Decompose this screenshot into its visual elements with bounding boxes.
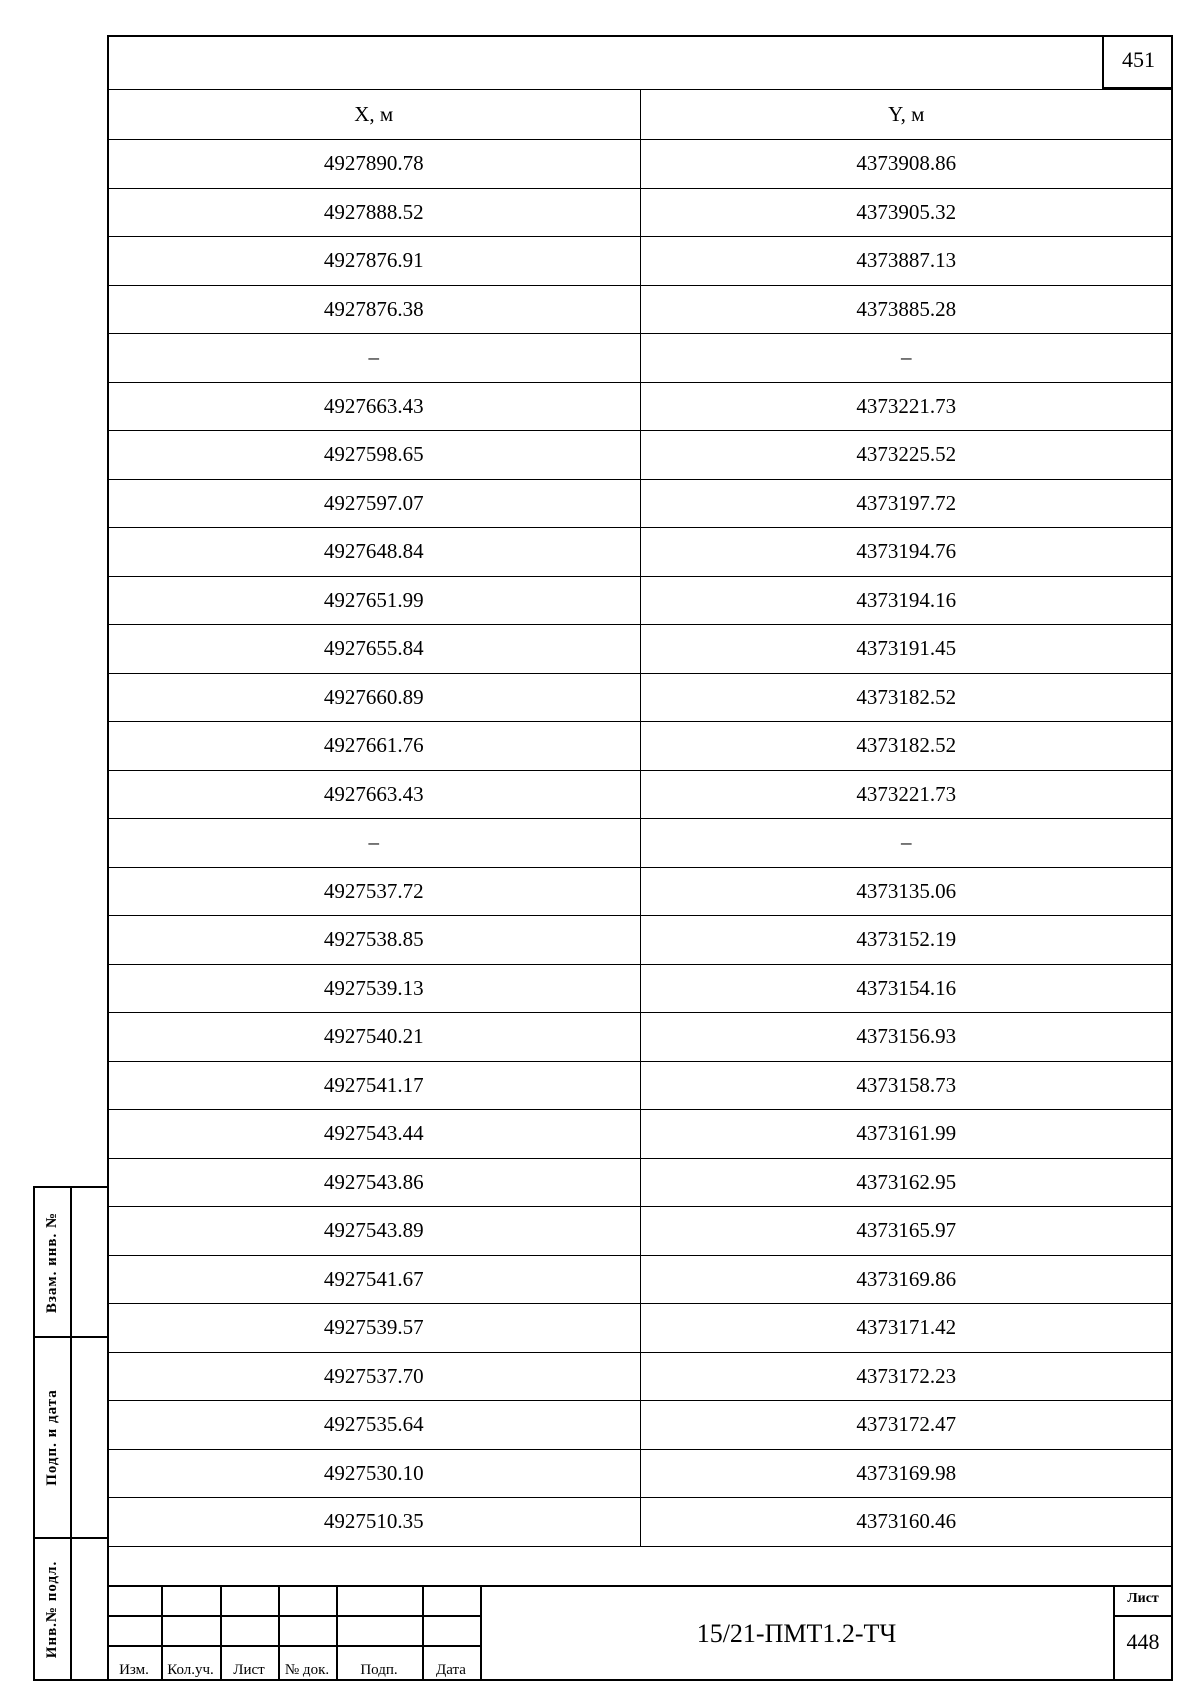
y-cell: 4373221.73 bbox=[640, 770, 1173, 819]
table-row bbox=[108, 1304, 1173, 1353]
x-cell: 4927655.84 bbox=[108, 625, 641, 674]
x-cell: 4927543.44 bbox=[108, 1110, 641, 1159]
x-cell: 4927660.89 bbox=[108, 673, 641, 722]
x-cell: 4927597.07 bbox=[108, 479, 641, 528]
x-cell: – bbox=[108, 819, 641, 868]
x-cell: 4927890.78 bbox=[108, 140, 641, 189]
col-no-dok: № док. bbox=[284, 1662, 330, 1678]
side-box-inv bbox=[33, 1537, 108, 1681]
table-row bbox=[108, 1255, 1173, 1304]
x-cell: 4927539.13 bbox=[108, 964, 641, 1013]
table-row bbox=[108, 722, 1173, 771]
x-cell: 4927598.65 bbox=[108, 431, 641, 480]
col-izm: Изм. bbox=[119, 1662, 149, 1678]
x-cell: 4927530.10 bbox=[108, 1449, 641, 1498]
table-row bbox=[108, 528, 1173, 577]
y-cell: 4373225.52 bbox=[640, 431, 1173, 480]
sheet-label: Лист bbox=[1127, 1591, 1159, 1606]
y-cell: 4373191.45 bbox=[640, 625, 1173, 674]
y-cell: 4373885.28 bbox=[640, 285, 1173, 334]
x-cell: 4927537.72 bbox=[108, 867, 641, 916]
side-box-podp bbox=[33, 1336, 108, 1539]
table-row bbox=[108, 237, 1173, 286]
y-cell: 4373194.16 bbox=[640, 576, 1173, 625]
table-row bbox=[108, 285, 1173, 334]
table-row bbox=[108, 382, 1173, 431]
table-row bbox=[108, 1449, 1173, 1498]
table-row bbox=[108, 1401, 1173, 1450]
sheet-number: 448 bbox=[1126, 1629, 1160, 1654]
y-cell: 4373169.86 bbox=[640, 1255, 1173, 1304]
y-cell: – bbox=[640, 819, 1173, 868]
table-row bbox=[108, 576, 1173, 625]
y-cell: 4373165.97 bbox=[640, 1207, 1173, 1256]
x-cell: 4927541.17 bbox=[108, 1061, 641, 1110]
y-cell: 4373171.42 bbox=[640, 1304, 1173, 1353]
table-row bbox=[108, 625, 1173, 674]
table-row bbox=[108, 1061, 1173, 1110]
table-row bbox=[108, 188, 1173, 237]
table-row bbox=[108, 867, 1173, 916]
x-cell: X, м bbox=[108, 90, 641, 140]
x-cell: 4927540.21 bbox=[108, 1013, 641, 1062]
table-row bbox=[108, 916, 1173, 965]
x-cell: 4927535.64 bbox=[108, 1401, 641, 1450]
y-cell: 4373197.72 bbox=[640, 479, 1173, 528]
table-row bbox=[108, 334, 1173, 383]
y-cell: 4373194.76 bbox=[640, 528, 1173, 577]
y-cell: 4373172.47 bbox=[640, 1401, 1173, 1450]
page-number: 451 bbox=[1102, 35, 1173, 89]
table-row bbox=[108, 431, 1173, 480]
y-cell: 4373908.86 bbox=[640, 140, 1173, 189]
x-cell: 4927876.91 bbox=[108, 237, 641, 286]
y-cell: 4373135.06 bbox=[640, 867, 1173, 916]
y-cell: 4373162.95 bbox=[640, 1158, 1173, 1207]
x-cell: 4927537.70 bbox=[108, 1352, 641, 1401]
y-cell: 4373905.32 bbox=[640, 188, 1173, 237]
y-cell: 4373152.19 bbox=[640, 916, 1173, 965]
table-row bbox=[108, 1498, 1173, 1547]
title-block bbox=[107, 1585, 1173, 1681]
x-cell: 4927663.43 bbox=[108, 382, 641, 431]
x-cell: 4927510.35 bbox=[108, 1498, 641, 1547]
y-cell: – bbox=[640, 334, 1173, 383]
side-label-inv: Инв.№ подл. bbox=[44, 1560, 61, 1658]
col-kol-uch: Кол.уч. bbox=[167, 1662, 214, 1678]
y-cell: 4373154.16 bbox=[640, 964, 1173, 1013]
table-row bbox=[108, 1207, 1173, 1256]
table-row bbox=[108, 1158, 1173, 1207]
y-cell: 4373182.52 bbox=[640, 722, 1173, 771]
table-row bbox=[108, 673, 1173, 722]
x-cell: 4927538.85 bbox=[108, 916, 641, 965]
col-data: Дата bbox=[436, 1662, 466, 1678]
y-cell: 4373182.52 bbox=[640, 673, 1173, 722]
table-row bbox=[108, 1013, 1173, 1062]
y-cell: 4373169.98 bbox=[640, 1449, 1173, 1498]
x-cell: 4927651.99 bbox=[108, 576, 641, 625]
document-code: 15/21-ПМТ1.2-ТЧ bbox=[696, 1618, 897, 1648]
col-podp: Подп. bbox=[360, 1662, 398, 1678]
y-cell: 4373160.46 bbox=[640, 1498, 1173, 1547]
y-cell: 4373172.23 bbox=[640, 1352, 1173, 1401]
side-box-vzam bbox=[33, 1186, 108, 1338]
x-cell: 4927876.38 bbox=[108, 285, 641, 334]
coordinates-table bbox=[107, 89, 1173, 1547]
x-cell: 4927663.43 bbox=[108, 770, 641, 819]
col-list: Лист bbox=[233, 1662, 265, 1678]
table-row bbox=[108, 1352, 1173, 1401]
y-cell: Y, м bbox=[640, 90, 1173, 140]
x-cell: 4927543.89 bbox=[108, 1207, 641, 1256]
y-cell: 4373156.93 bbox=[640, 1013, 1173, 1062]
table-row bbox=[108, 1110, 1173, 1159]
x-cell: 4927543.86 bbox=[108, 1158, 641, 1207]
table-row bbox=[108, 770, 1173, 819]
x-cell: 4927888.52 bbox=[108, 188, 641, 237]
x-cell: 4927648.84 bbox=[108, 528, 641, 577]
x-cell: 4927661.76 bbox=[108, 722, 641, 771]
table-row bbox=[108, 479, 1173, 528]
table-row bbox=[108, 964, 1173, 1013]
x-cell: – bbox=[108, 334, 641, 383]
y-cell: 4373161.99 bbox=[640, 1110, 1173, 1159]
table-header-row bbox=[108, 90, 1173, 140]
y-cell: 4373221.73 bbox=[640, 382, 1173, 431]
side-label-podp: Подп. и дата bbox=[44, 1389, 61, 1486]
table-row bbox=[108, 140, 1173, 189]
x-cell: 4927541.67 bbox=[108, 1255, 641, 1304]
y-cell: 4373887.13 bbox=[640, 237, 1173, 286]
side-label-vzam: Взам. инв. № bbox=[44, 1211, 60, 1313]
x-cell: 4927539.57 bbox=[108, 1304, 641, 1353]
table-row bbox=[108, 819, 1173, 868]
y-cell: 4373158.73 bbox=[640, 1061, 1173, 1110]
